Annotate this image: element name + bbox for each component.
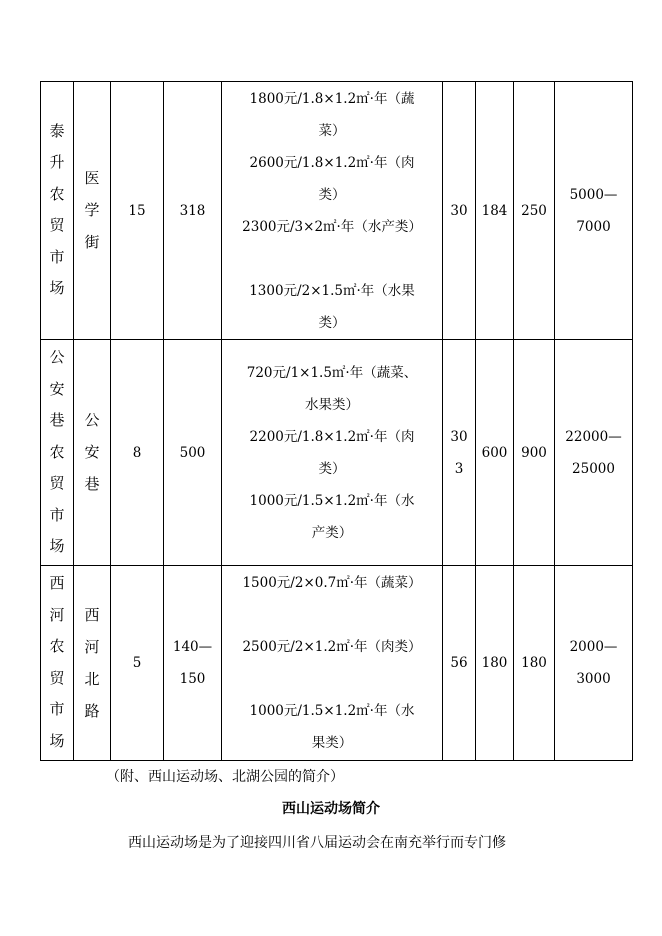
price-line: 2200元/1.8×1.2㎡·年（肉 [249, 428, 415, 445]
area-cell: 318 [164, 82, 222, 340]
street-cell [74, 566, 111, 761]
range-cell [555, 82, 633, 340]
price-cell [222, 340, 443, 566]
price-cell [222, 566, 443, 761]
count-cell: 8 [111, 340, 164, 566]
col2-cell: 180 [476, 566, 514, 761]
street-name: 医学街 [84, 169, 100, 251]
appendix-note: （附、西山运动场、北湖公园的简介） [106, 769, 344, 785]
price-line: 类） [318, 460, 346, 477]
section-heading: 西山运动场简介 [282, 801, 380, 817]
price-line: 2300元/3×2㎡·年（水产类） [242, 218, 422, 235]
range-cell [555, 340, 633, 566]
price-line: 类） [318, 186, 346, 203]
col3-cell: 180 [514, 566, 555, 761]
range-value: 22000—25000 [565, 428, 622, 477]
price-line: 720元/1×1.5㎡·年（蔬菜、 [246, 364, 418, 381]
area-value: 140—150 [172, 639, 213, 687]
price-gap [222, 663, 442, 695]
market-name: 西河农贸市场 [49, 574, 65, 750]
price-line: 2600元/1.8×1.2㎡·年（肉 [249, 154, 415, 171]
market-name: 公安巷农贸市场 [49, 348, 65, 555]
price-line: 1500元/2×0.7㎡·年（蔬菜） [242, 575, 422, 591]
street-name: 西河北路 [84, 605, 100, 720]
range-cell [555, 566, 633, 761]
table-row [41, 566, 633, 761]
range-value: 2000—3000 [569, 639, 618, 687]
price-line: 水果类） [305, 396, 359, 413]
table-row [41, 82, 633, 340]
price-gap [222, 243, 442, 275]
price-line: 1300元/2×1.5㎡·年（水果 [249, 282, 415, 299]
area-cell [164, 566, 222, 761]
col3-cell: 900 [514, 340, 555, 566]
price-cell [222, 82, 443, 340]
street-cell [74, 340, 111, 566]
price-gap [222, 599, 442, 631]
price-line: 1000元/1.5×1.2㎡·年（水 [249, 703, 415, 719]
price-line: 果类） [311, 735, 353, 751]
street-name: 公安巷 [84, 411, 100, 493]
col3-cell: 250 [514, 82, 555, 340]
street-cell [74, 82, 111, 340]
col1-cell: 56 [443, 566, 476, 761]
count-cell: 15 [111, 82, 164, 340]
intro-paragraph: 西山运动场是为了迎接四川省八届运动会在南充举行而专门修 [128, 835, 506, 851]
area-cell: 500 [164, 340, 222, 566]
count-cell: 5 [111, 566, 164, 761]
col2-cell: 600 [476, 340, 514, 566]
col1-cell: 30 [443, 82, 476, 340]
price-line: 2500元/2×1.2㎡·年（肉类） [242, 639, 422, 655]
price-line: 1800元/1.8×1.2㎡·年（蔬 [249, 90, 415, 107]
price-line: 菜） [318, 122, 346, 139]
price-line: 产类） [311, 524, 353, 541]
market-name-cell [41, 340, 74, 566]
table-row [41, 340, 633, 566]
range-value: 5000—7000 [569, 186, 618, 235]
market-name: 泰升农贸市场 [49, 121, 65, 298]
market-name-cell [41, 566, 74, 761]
market-name-cell [41, 82, 74, 340]
col2-cell: 184 [476, 82, 514, 340]
col1-cell: 303 [443, 340, 476, 566]
market-table [40, 81, 633, 761]
price-line: 类） [318, 314, 346, 331]
price-line: 1000元/1.5×1.2㎡·年（水 [249, 492, 415, 509]
